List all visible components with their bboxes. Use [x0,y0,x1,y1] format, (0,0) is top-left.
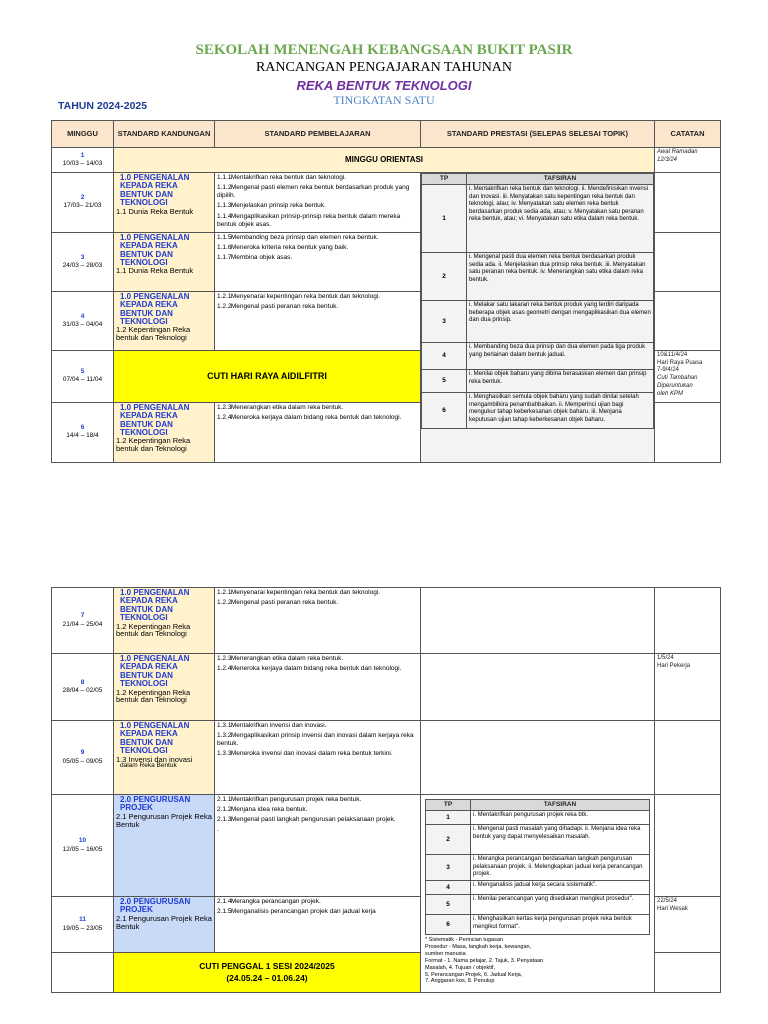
form-level: TINGKATAN SATU [333,93,435,107]
week-cell: 2 17/03– 21/03 [52,173,114,233]
tp-row: 2 i. Mengenal pasti dua elemen reka bentuk berdasarkan produk sedia ada. ii. Menjelaskan dua prinsip reka bentuk. iii. Menyatakan satu peranan reka bentuk. iv. Menerangkan satu etika dalam reka bentuk. [422,253,654,301]
sk-cell: 1.0 PENGENALAN KEPADA REKA BENTUK DAN TEKNOLOGI 1.1 Dunia Reka Bentuk [114,173,215,233]
catatan-cell [655,795,721,897]
catatan-cell: Awal Ramadan 12/3/24 [655,148,721,173]
catatan-cell [655,588,721,654]
week-cell: 1 10/03 – 14/03 [52,148,114,173]
week-cell: 3 24/03 – 28/03 [52,232,114,291]
tp-row: 1 i. Mentakrifkan pengurusan projek reka btk. [426,811,650,825]
sk-cell: 1.0 PENGENALAN KEPADA REKA BENTUK DAN TEKNOLOGI 1.2 Kepentingan Reka bentuk dan Teknologi [114,291,215,350]
week-cell: 4 31/03 – 04/04 [52,291,114,350]
sk-cell: 2.0 PENGURUSAN PROJEK 2.1 Pengurusan Projek Reka Bentuk [114,897,215,953]
sp-empty-cell [421,588,655,654]
catatan-cell [655,232,721,291]
col-standard-pembelajaran: STANDARD PEMBELAJARAN [215,121,421,148]
tp-header: TP [422,174,467,185]
tp-row: 3 i. Merangka perancangan berdasarkan langkah pengurusan pelaksanaan projek. ii. Melengkapkan jadual kerja perancangan projek. [426,855,650,881]
week-cell: 6 14/4 – 18/4 [52,402,114,462]
sk-cell: 1.0 PENGENALAN KEPADA REKA BENTUK DAN TEKNOLOGI 1.1 Dunia Reka Bentuk [114,232,215,291]
table-row [52,588,721,654]
catatan-cell: 1/5/24 Hari Pekerja [655,654,721,721]
catatan-cell: 22/5/24 Hari Wesak [655,897,721,953]
format-notes: * Sistematik - Perincian tugasan Prosedur - Masa, langkah kerja, kewangan, sumber manusia Format - 1. Nama pelajar, 2. Tajuk, 3. Penyataan Masalah, 4. Tujuan / objektif, 5. Perancangan Projek, 6. Jadual Kerja, 7. Anggaran kos, 8. Penutup [425,937,544,985]
tp-row: 5 i. Menilai objek baharu yang dibina berasaskan elemen dan prinsip reka bentuk. [422,370,654,393]
col-standard-prestasi: STANDARD PRESTASI (SELEPAS SELESAI TOPIK) [421,121,655,148]
tp-table-1 [421,173,654,429]
catatan-cell [655,953,721,993]
tp-row: 6 i. Menghasilkan kertas kerja pengurusan projek reka bentuk mengikut format". [426,915,650,935]
holiday-cuti-penggal: CUTI PENGGAL 1 SESI 2024/2025 (24.05.24 – 01.06.24) [114,953,421,993]
tp-row: 1 i. Mentakrifkan reka bentuk dan teknologi. ii. Mendefinisikan invensi dan inovasi. iii. Menyatakan satu kepentingan reka bentuk dan teknologi, atau; iv. Menyatakan satu elemen reka bentuk berdasarkan produk sedia ada, atau; v. Menyatakan satu peranan reka bentuk, atau; vi. Menyatakan satu etika dalam reka bentuk. [422,185,654,253]
tafsiran-header: TAFSIRAN [467,174,654,185]
sp-cell: 1.2.3 Menerangkan etika dalam reka bentuk. 1.2.4 Meneroka kerjaya dalam bidang reka bentuk dan teknologi. [215,402,421,462]
subject-title: REKA BENTUK TEKNOLOGI [296,78,472,93]
plan-title: RANCANGAN PENGAJARAN TAHUNAN [255,60,513,75]
tp-row: 4 i. Membanding beza dua prinsip dan dua elemen pada tiga produk yang berlainan dalam bentuk jadual. [422,343,654,370]
orientation-week: MINGGU ORIENTASI [114,148,655,173]
sp-cell: 2.1.1 Mentakrifkan pengurusan projek reka bentuk. 2.1.2 Menjana idea reka bentuk. 2.1.3 Mengenal pasti langkah pengurusan pelaksanaan projek. . [215,795,421,897]
tp-table-2 [425,799,650,935]
catatan-cell [655,721,721,795]
table-row [52,721,721,795]
col-catatan: CATATAN [655,121,721,148]
catatan-cell [655,173,721,233]
plan-table-page-2 [51,587,721,993]
tafsiran-header: TAFSIRAN [471,800,650,811]
week-cell: 11 19/05 – 23/05 [52,897,114,953]
empty-cell [52,953,114,993]
tp-row: 4 i. Menganalisis jadual kerja secara sistematik". [426,881,650,895]
sp-empty-cell [421,654,655,721]
table-row [52,173,721,233]
sk-cell: 2.0 PENGURUSAN PROJEK 2.1 Pengurusan Projek Reka Bentuk [114,795,215,897]
week-cell: 10 12/05 – 16/05 [52,795,114,897]
catatan-cell [655,402,721,462]
sk-cell: 1.0 PENGENALAN KEPADA REKA BENTUK DAN TEKNOLOGI 1.2 Kepentingan Reka bentuk dan Teknologi [114,654,215,721]
week-cell: 9 05/05 – 09/05 [52,721,114,795]
tp-row: 3 i. Melakar satu lakaran reka bentuk produk yang terdiri daripada beberapa objek asas geometri dengan mengaplikasikan dua elemen dan dua prinsip. [422,301,654,343]
tp-row: 2 i. Mengenal pasti masalah yang dihadapi. ii. Menjana idea reka bentuk yang dapat menyelesaikan masalah. [426,825,650,855]
school-name: SEKOLAH MENENGAH KEBANGSAAN BUKIT PASIR [195,42,573,58]
standard-prestasi-1 [421,173,655,463]
sp-cell: 1.2.1 Menyenarai kepentingan reka bentuk dan teknologi. 1.2.2 Mengenal pasti peranan reka bentuk. [215,291,421,350]
sk-cell: 1.0 PENGENALAN KEPADA REKA BENTUK DAN TEKNOLOGI 1.2 Kepentingan Reka bentuk dan Teknologi [114,588,215,654]
standard-prestasi-2 [421,795,655,993]
sp-cell: 1.2.1 Menyenarai kepentingan reka bentuk dan teknologi. 1.2.2 Mengenal pasti peranan reka bentuk. [215,588,421,654]
sp-cell: 1.1.5 Membanding beza prinsip dan elemen reka bentuk. 1.1.6 Meneroka kriteria reka bentuk yang baik. 1.1.7 Membina objek asas. [215,232,421,291]
sk-cell: 1.0 PENGENALAN KEPADA REKA BENTUK DAN TEKNOLOGI 1.3 Invensi dan inovasi dalam Reka Bentuk [114,721,215,795]
tp-header: TP [426,800,471,811]
sp-cell: 1.3.1 Mentakrifkan invensi dan inovasi. 1.3.2 Mengaplikasikan prinsip invensi dan inovasi dalam kerjaya reka bentuk. 1.3.3 Meneroka invensi dan inovasi dalam reka bentuk terkini. [215,721,421,795]
tp-row: 6 i. Menghasilkan semula objek baharu yang sudah dinilai setelah mengambilkira penambahbaikan. ii. Memperinci ujian bagi mengukur tahap keberkesanan objek baharu. iii. Menjana keputusan ujian tahap keberkesanan objek baharu. [422,393,654,429]
week-cell: 8 28/04 – 02/05 [52,654,114,721]
table-row [52,795,721,897]
col-minggu: MINGGU [52,121,114,148]
sk-cell: 1.0 PENGENALAN KEPADA REKA BENTUK DAN TEKNOLOGI 1.2 Kepentingan Reka bentuk dan Teknologi [114,402,215,462]
holiday-hari-raya: CUTI HARI RAYA AIDILFITRI [114,350,421,402]
catatan-cell: 10&11/4/24 Hari Raya Puasa 7-9/4/24 Cuti Tambahan Diperuntukan oleh KPM [655,350,721,402]
sp-cell: 2.1.4 Merangka perancangan projek. 2.1.5 Menganalisis perancangan projek dan jadual kerja [215,897,421,953]
sp-cell: 1.2.3 Menerangkan etika dalam reka bentuk. 1.2.4 Meneroka kerjaya dalam bidang reka bentuk dan teknologi. [215,654,421,721]
academic-year: TAHUN 2024-2025 [58,100,148,112]
table-row [52,148,721,173]
plan-table-page-1 [51,120,721,463]
catatan-cell [655,291,721,350]
sp-cell: 1.1.1 Mentakrifkan reka bentuk dan teknologi. 1.1.2 Mengenal pasti elemen reka bentuk berdasarkan produk yang dipilih. 1.1.3 Menjelaskan prinsip reka bentuk. 1.1.4 Mengaplikasikan prinsip-prinsip reka bentuk dalam mereka bentuk objek asas. [215,173,421,233]
col-standard-kandungan: STANDARD KANDUNGAN [114,121,215,148]
week-cell: 5 07/04 – 11/04 [52,350,114,402]
tp-row: 5 i. Menilai perancangan yang disediakan mengikut prosedur". [426,895,650,915]
table-row [52,654,721,721]
week-cell: 7 21/04 – 25/04 [52,588,114,654]
sp-empty-cell [421,721,655,795]
